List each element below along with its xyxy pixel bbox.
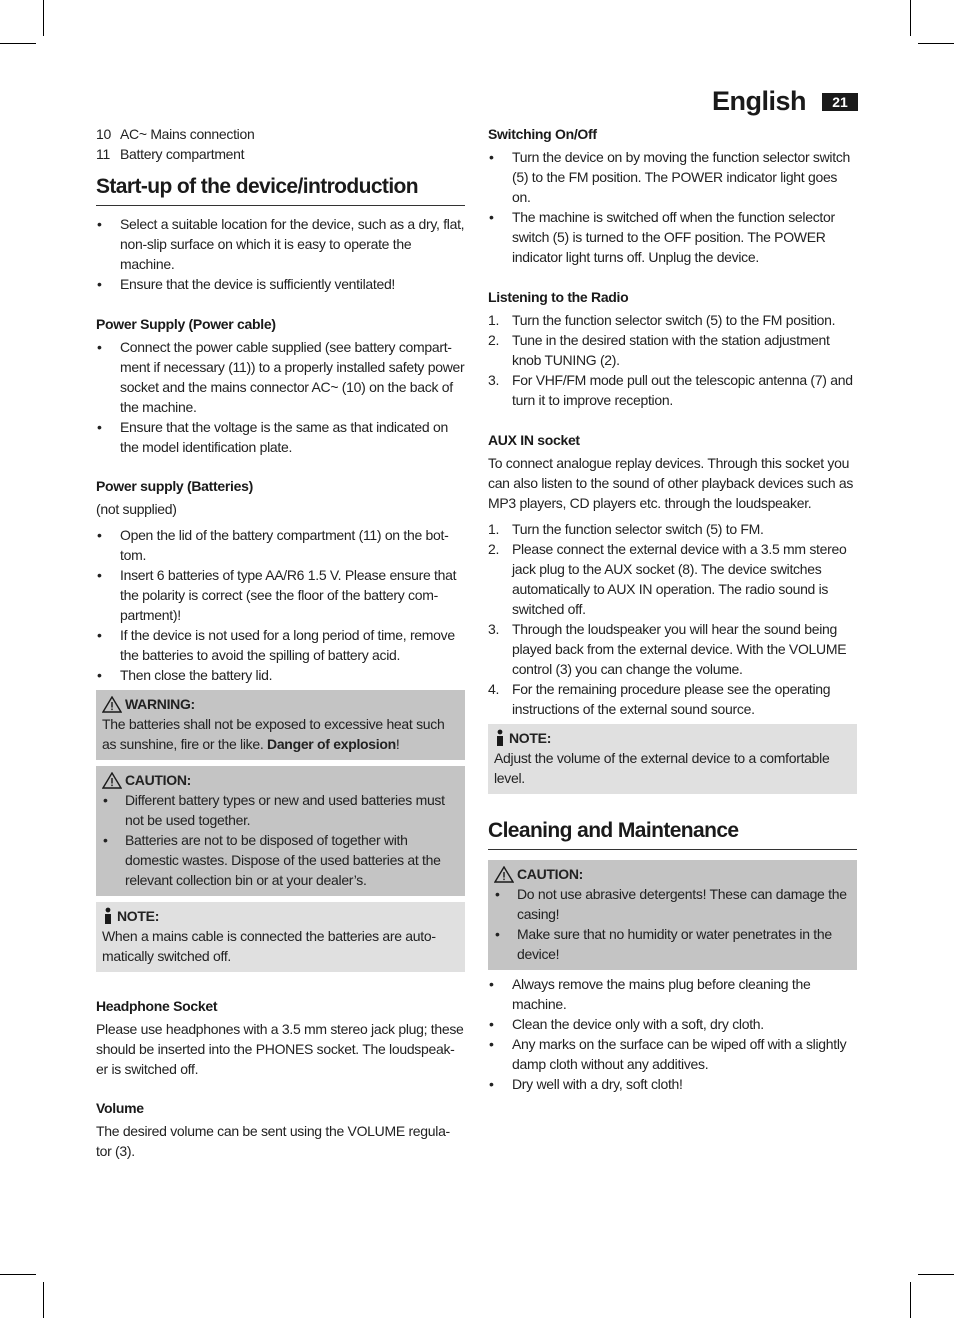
caution-title: CAUTION:	[517, 866, 584, 882]
list-item: • Select a suitable location for the device, such as a dry, flat, non-slip surface on which it is easy to operate the machine.	[97, 216, 465, 272]
subsection-title-switching: Switching On/Off	[488, 126, 597, 142]
volume-text: The desired volume can be sent using the VOLUME regula-tor (3).	[96, 1123, 450, 1159]
power-cable-list	[96, 337, 465, 457]
warning-triangle-icon	[102, 772, 122, 789]
right-column	[488, 124, 857, 1094]
section-title-cleaning: Cleaning and Maintenance	[488, 818, 857, 850]
list-item: • Always remove the mains plug before cleaning the machine.	[489, 976, 811, 1012]
caution-title: CAUTION:	[125, 772, 192, 788]
subsection-title-volume: Volume	[96, 1100, 144, 1116]
subsection-title-power-cable: Power Supply (Power cable)	[96, 316, 276, 332]
list-item: • Ensure that the device is sufficiently ventilated!	[97, 276, 396, 292]
subsection-title-aux: AUX IN socket	[488, 432, 580, 448]
note-title: NOTE:	[509, 730, 552, 746]
info-icon	[102, 907, 114, 925]
left-column	[96, 124, 465, 1161]
startup-list	[96, 214, 465, 294]
list-item: 11 Battery compartment	[96, 146, 245, 162]
crop-mark	[43, 0, 44, 36]
crop-mark	[918, 43, 954, 44]
crop-mark	[43, 1282, 44, 1318]
crop-mark	[910, 1282, 911, 1318]
list-item: • Dry well with a dry, soft cloth!	[489, 1076, 683, 1092]
crop-mark	[910, 0, 911, 36]
warning-title: WARNING:	[125, 696, 195, 712]
list-item: • The machine is switched off when the function selector switch (5) is turned to the OFF position. The POWER indicator light turns off. Unplug the device.	[489, 209, 835, 265]
subsection-title-headphone: Headphone Socket	[96, 998, 218, 1014]
subsection-title-radio: Listening to the Radio	[488, 289, 629, 305]
list-item: 4. For the remaining procedure please see the operating instructions of the external sound source.	[488, 681, 831, 717]
list-item: 1. Turn the function selector switch (5) to the FM position.	[488, 312, 836, 328]
list-item: 2. Please connect the external device with a 3.5 mm stereo jack plug to the AUX socket (8). The device switches automatically to AUX IN operation. The radio sound is switched off.	[488, 541, 847, 617]
list-item: 2. Tune in the desired station with the station adjustment knob TUNING (2).	[488, 332, 830, 368]
batteries-subtitle: (not supplied)	[96, 501, 177, 517]
crop-mark	[0, 1274, 36, 1275]
list-item: • Connect the power cable supplied (see battery compart-ment if necessary (11)) to a properly installed safety power socket and the mains connector AC~ (10) on the back of the machine.	[97, 339, 465, 415]
page-header	[712, 86, 858, 117]
page-number: 21	[822, 93, 858, 111]
caution-list	[102, 790, 459, 890]
list-item: • Batteries are not to be disposed of together with domestic wastes. Dispose of the used batteries at the relevant collection bin or at your dealer’s.	[103, 832, 441, 888]
note-box	[96, 902, 465, 972]
list-item: • Open the lid of the battery compartment (11) on the bot-tom.	[97, 527, 449, 563]
list-item: • If the device is not used for a long period of time, remove the batteries to avoid the spilling of battery acid.	[97, 627, 455, 663]
info-icon	[494, 729, 506, 747]
parts-list	[96, 124, 465, 164]
list-item: • Ensure that the voltage is the same as that indicated on the model identification plate.	[97, 419, 448, 455]
list-item: 10 AC~ Mains connection	[96, 126, 255, 142]
cleaning-list	[488, 974, 857, 1094]
radio-steps	[488, 310, 857, 410]
aux-steps	[488, 519, 857, 719]
caution-box	[96, 766, 465, 896]
warning-triangle-icon	[494, 866, 514, 883]
note-text: Adjust the volume of the external device to a comfortable level.	[494, 750, 830, 786]
list-item: • Do not use abrasive detergents! These can damage the casing!	[495, 886, 847, 922]
switching-list	[488, 147, 857, 267]
language-title: English	[711, 86, 806, 116]
list-item: 3. For VHF/FM mode pull out the telescopic antenna (7) and turn it to improve reception.	[488, 372, 853, 408]
list-item: • Different battery types or new and used batteries must not be used together.	[103, 792, 445, 828]
headphone-text: Please use headphones with a 3.5 mm stereo jack plug; these should be inserted into the PHONES socket. The loudspeak-er is switched off.	[96, 1021, 464, 1077]
list-item: • Make sure that no humidity or water penetrates in the device!	[495, 926, 832, 962]
warning-text: The batteries shall not be exposed to excessive heat such as sunshine, fire or the like. Danger of explosion!	[102, 716, 445, 752]
list-item: • Insert 6 batteries of type AA/R6 1.5 V. Please ensure that the polarity is correct (see the floor of the battery com-partment)!	[97, 567, 457, 623]
aux-intro: To connect analogue replay devices. Through this socket you can also listen to the sound of other playback devices such as MP3 players, CD players etc. through the loudspeaker.	[488, 455, 854, 511]
list-item: • Any marks on the surface can be wiped off with a slightly damp cloth without any additives.	[489, 1036, 847, 1072]
section-title-startup: Start-up of the device/introduction	[96, 174, 465, 206]
warning-triangle-icon	[102, 696, 122, 713]
note-title: NOTE:	[117, 908, 160, 924]
subsection-title-batteries: Power supply (Batteries)	[96, 478, 253, 494]
batteries-list	[96, 525, 465, 685]
caution-box	[488, 860, 857, 970]
list-item: • Then close the battery lid.	[97, 667, 273, 683]
caution-list	[494, 884, 851, 964]
list-item: 3. Through the loudspeaker you will hear the sound being played back from the external device. With the VOLUME control (3) you can change the volume.	[488, 621, 847, 677]
note-box	[488, 724, 857, 794]
list-item: • Clean the device only with a soft, dry cloth.	[489, 1016, 764, 1032]
crop-mark	[0, 43, 36, 44]
warning-box	[96, 690, 465, 760]
list-item: • Turn the device on by moving the function selector switch (5) to the FM position. The POWER indicator light goes on.	[489, 149, 851, 205]
list-item: 1. Turn the function selector switch (5) to FM.	[488, 521, 764, 537]
note-text: When a mains cable is connected the batteries are auto-matically switched off.	[102, 928, 436, 964]
crop-mark	[918, 1274, 954, 1275]
